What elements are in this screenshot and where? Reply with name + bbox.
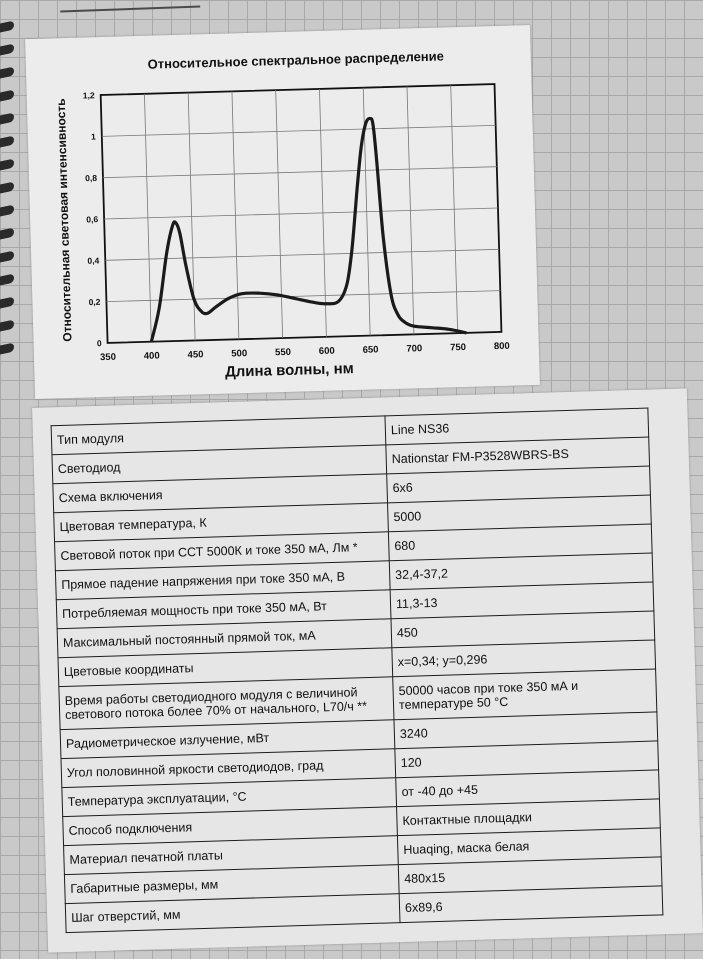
spec-value: 120 <box>395 741 659 778</box>
binding-mark <box>0 320 14 332</box>
spec-param-label: Способ подключения <box>63 807 398 846</box>
chart-title: Относительное спектральное распределение <box>147 48 445 72</box>
y-tick-label: 0 <box>96 338 102 349</box>
spec-value: 480х15 <box>398 857 662 894</box>
spec-value: 3240 <box>394 712 658 749</box>
x-tick-label: 400 <box>143 350 160 362</box>
spec-value: 32,4-37,2 <box>389 553 653 590</box>
spec-param-label: Габаритные размеры, мм <box>64 865 399 904</box>
specification-table <box>51 408 664 934</box>
x-tick-label: 750 <box>449 341 467 354</box>
binding-mark <box>0 44 14 56</box>
grid-line-horizontal <box>103 167 497 178</box>
x-tick-label: 500 <box>231 348 248 360</box>
binding-mark <box>0 297 14 309</box>
spec-param-label: Угол половинной яркости светодиодов, град <box>61 749 396 788</box>
spec-param-label: Световой поток при ССТ 5000К и токе 350 мА, Лм * <box>55 532 390 571</box>
spec-param-label: Светодиод <box>52 445 387 484</box>
y-tick-labels <box>83 90 102 348</box>
binding-mark <box>0 136 14 148</box>
y-tick-label: 0,4 <box>87 255 100 266</box>
y-tick-label: 0,6 <box>86 214 99 225</box>
y-tick-label: 1,2 <box>82 90 95 101</box>
specification-sheet <box>32 388 703 952</box>
spec-value: 680 <box>388 524 652 561</box>
x-axis-label: Длина волны, нм <box>224 360 354 381</box>
handwritten-scrawl <box>60 0 200 12</box>
x-tick-labels <box>100 341 510 363</box>
spectrum-chart <box>25 25 540 399</box>
spec-value: Line NS36 <box>385 408 649 445</box>
spec-value: Nationstar FM-P3528WBRS-BS <box>386 437 650 474</box>
spectrum-chart-sheet <box>25 25 540 399</box>
binding-mark <box>0 251 14 263</box>
spec-value: 5000 <box>388 495 652 532</box>
spec-value: 50000 часов при токе 350 мА и температуре 50 °С <box>393 669 657 720</box>
binding-mark <box>0 113 14 125</box>
x-tick-label: 600 <box>318 345 335 358</box>
spec-param-label: Температура эксплуатации, °С <box>62 778 397 817</box>
spec-param-label: Шаг отверстий, мм <box>65 894 400 933</box>
x-tick-label: 550 <box>274 346 292 359</box>
spectrum-curve <box>145 116 466 342</box>
spec-param-label: Максимальный постоянный прямой ток, мА <box>57 619 392 658</box>
spec-value: 6х6 <box>387 466 651 503</box>
spec-param-label: Радиометрическое излучение, мВт <box>60 720 395 759</box>
spec-value: 6х89,6 <box>399 886 663 923</box>
spec-param-label: Схема включения <box>53 474 388 513</box>
binding-mark <box>0 159 14 171</box>
spec-value: Huaqing, маска белая <box>397 828 661 865</box>
y-tick-label: 0,8 <box>85 172 98 184</box>
y-axis-label: Относительная световая интенсивность <box>53 98 75 342</box>
binding-mark <box>0 343 14 355</box>
spec-param-label: Прямое падение напряжения при токе 350 мА, В <box>55 561 390 600</box>
x-tick-label: 650 <box>362 344 379 356</box>
binding-mark <box>0 274 14 286</box>
x-tick-label: 450 <box>187 349 204 361</box>
x-tick-label: 350 <box>99 351 117 364</box>
y-tick-label: 1 <box>90 131 96 142</box>
spec-param-label: Потребляемая мощность при токе 350 мА, Вт <box>56 590 391 629</box>
x-tick-label: 700 <box>406 343 423 355</box>
spec-param-label: Тип модуля <box>51 416 386 455</box>
binding-mark <box>0 228 14 240</box>
grid-line-horizontal <box>102 125 496 136</box>
notebook-binding-marks <box>0 0 18 420</box>
spec-value: x=0,34; y=0,296 <box>392 640 656 677</box>
binding-mark <box>0 21 14 33</box>
binding-mark <box>0 90 14 102</box>
spec-value: Контактные площадки <box>397 799 661 836</box>
binding-mark <box>0 67 14 79</box>
x-tick-label: 800 <box>493 340 510 353</box>
spec-param-label: Цветовые координаты <box>58 648 393 687</box>
spec-param-label: Материал печатной платы <box>64 836 399 875</box>
spec-value: 450 <box>391 611 655 648</box>
y-tick-label: 0,2 <box>88 296 101 308</box>
binding-mark <box>0 205 14 217</box>
binding-mark <box>0 182 14 194</box>
spec-param-label: Цветовая температура, К <box>54 503 389 542</box>
spec-value: от -40 до +45 <box>396 770 660 807</box>
spec-value: 11,3-13 <box>390 582 654 619</box>
spec-param-label: Время работы светодиодного модуля с величиной светового потока более 70% от начального, L70/ч ** <box>59 677 394 730</box>
grid-line-horizontal <box>104 208 498 219</box>
